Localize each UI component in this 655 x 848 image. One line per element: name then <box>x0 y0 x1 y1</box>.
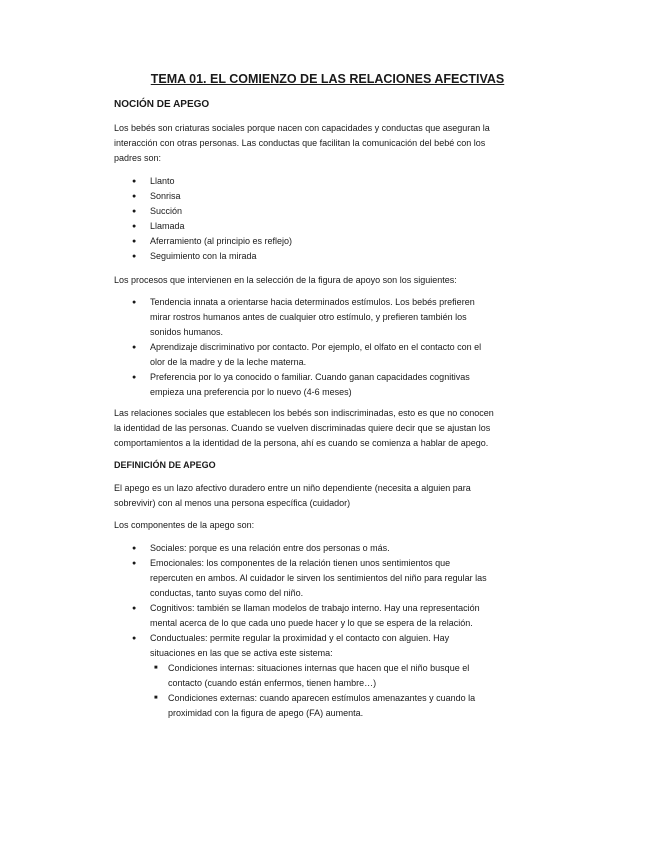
components-list <box>150 541 487 661</box>
closing-paragraph: Las relaciones sociales que establecen los bebés son indiscriminadas, esto es que no conocen la identidad de las personas. Cuando se vuelven discriminadas quiere decir que se ajustan los comportamientos a la identidad de la persona, ahí es cuando se comienza a hablar de apego. <box>114 408 494 448</box>
list-item: ● Sociales: porque es una relación entre dos personas o más. <box>150 541 487 556</box>
heading-definicion-apego: DEFINICIÓN DE APEGO <box>114 460 216 470</box>
intro-line: Los bebés son criaturas sociales porque nacen con capacidades y conductas que aseguran la <box>114 123 490 133</box>
heading-nocion-apego: NOCIÓN DE APEGO <box>114 99 210 110</box>
intro-paragraph <box>114 121 534 166</box>
list-item: ● Succión <box>150 204 292 219</box>
processes-list <box>150 295 481 400</box>
list-item: ● Aprendizaje discriminativo por contacto. Por ejemplo, el olfato en el contacto con el olor de la madre y de la leche materna. <box>150 340 481 370</box>
list-item: ● Aferramiento (al principio es reflejo) <box>150 234 292 249</box>
list-item: ● Cognitivos: también se llaman modelos de trabajo interno. Hay una representación mental acerca de lo que cada uno puede hacer y lo que se espera de la relación. <box>150 601 487 631</box>
list-item: ● Sonrisa <box>150 189 292 204</box>
list-item: ● Preferencia por lo ya conocido o familiar. Cuando ganan capacidades cognitivas empieza una preferencia por lo nuevo (4-6 meses) <box>150 370 481 400</box>
list-item: ● Llanto <box>150 174 292 189</box>
document-title: TEMA 01. EL COMIENZO DE LAS RELACIONES AFECTIVAS <box>150 72 505 86</box>
list-item: ● Llamada <box>150 219 292 234</box>
conditions-list <box>168 661 475 721</box>
processes-intro: Los procesos que intervienen en la selección de la figura de apoyo son los siguientes: <box>114 275 457 285</box>
list-item: ● Tendencia innata a orientarse hacia determinados estímulos. Los bebés prefieren mirar rostros humanos antes de cualquier otro estímulo, y prefieren también los sonidos humanos. <box>150 295 481 340</box>
list-item: ■ Condiciones internas: situaciones internas que hacen que el niño busque el contacto (cuando están enfermos, tienen hambre…) <box>168 661 475 691</box>
list-item: ■ Condiciones externas: cuando aparecen estímulos amenazantes y cuando la proximidad con la figura de apego (FA) aumenta. <box>168 691 475 721</box>
behaviors-list <box>150 174 292 264</box>
components-intro: Los componentes de la apego son: <box>114 520 255 530</box>
intro-line: padres son: <box>114 153 162 163</box>
definition-paragraph: El apego es un lazo afectivo duradero entre un niño dependiente (necesita a alguien para sobrevivir) con al menos una persona específica (cuidador) <box>114 483 471 508</box>
list-item: ● Conductuales: permite regular la proximidad y el contacto con alguien. Hay situaciones en las que se activa este sistema: <box>150 631 487 661</box>
list-item: ● Seguimiento con la mirada <box>150 249 292 264</box>
intro-line: interacción con otras personas. Las conductas que facilitan la comunicación del bebé con los <box>114 138 486 148</box>
list-item: ● Emocionales: los componentes de la relación tienen unos sentimientos que repercuten en ambos. Al cuidador le sirven los sentimientos del niño para regular las conductas, tanto suyas como del niño. <box>150 556 487 601</box>
